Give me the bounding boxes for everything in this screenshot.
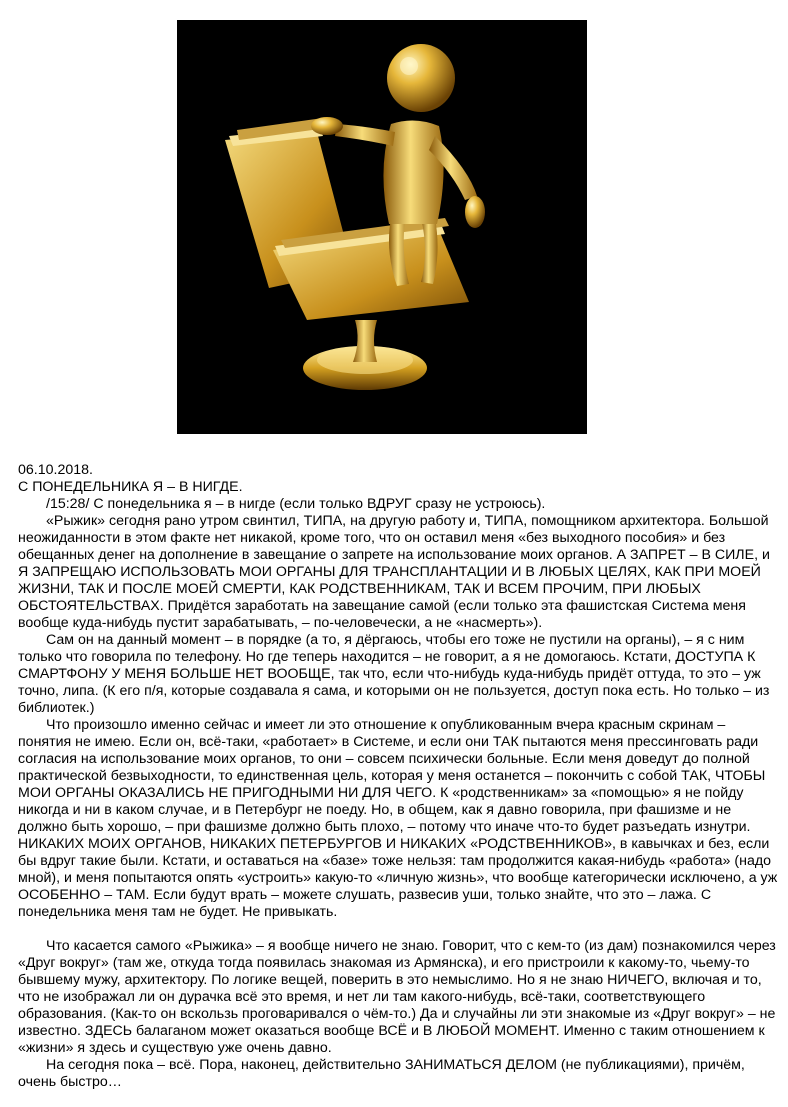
post-text [18, 462, 778, 1091]
post-heading: С ПОНЕДЕЛЬНИКА Я – В НИГДЕ. [18, 479, 243, 495]
post-paragraph: Сам он на данный момент – в порядке (а то, я дёргаюсь, чтобы его тоже не пустили на органы), – я с ним только что говорила по телефону. Но где теперь находится – не говорит, а я не домогаюсь. Кстати, ДОСТУПА К СМАРТФОНУ У МЕНЯ БОЛЬШЕ НЕТ ВООБЩЕ, так что, если что-нибудь куда-нибудь придёт оттуда, то это – уж точно, липа. (К его п/я, которые создавала я сама, и которыми он не пользуется, доступ пока есть. Но только – из библиотек.) [18, 632, 770, 716]
post-paragraph: На сегодня пока – всё. Пора, наконец, действительно ЗАНИМАТЬСЯ ДЕЛОМ (не публикациями), причём, очень быстро… [18, 1057, 745, 1090]
post-paragraph: /15:28/ С понедельника я – в нигде (если только ВДРУГ сразу не устроюсь). [46, 496, 546, 512]
post-paragraph: Что касается самого «Рыжика» – я вообще ничего не знаю. Говорит, что с кем-то (из дам) познакомился через «Друг вокруг» (там же, откуда тогда появилась знакомая из Армянска), и его пристроили к какому-то, чьему-то бывшему мужу, архитектору. По логике вещей, поверить в это немыслимо. Но я не знаю НИЧЕГО, включая и то, что не изображал ли он дурачка всё это время, и нет ли там какого-нибудь, всё-таки, соответствующего образования. (Как-то он вскользь проговаривался о чём-то.) Да и случайны ли эти знакомые из «Друг вокруг» – не известно. ЗДЕСЬ балаганом может оказаться вообще ВСЁ и В ЛЮБОЙ МОМЕНТ. Именно с таким отношением к «жизни» я здесь и существую уже очень давно. [18, 938, 776, 1056]
post-paragraph: Что произошло именно сейчас и имеет ли это отношение к опубликованным вчера красным скринам – понятия не имею. Если он, всё-таки, «работает» в Системе, и если они ТАК пытаются меня прессинговать ради согласия на использование моих органов, то они – совсем психически больные. Если меня доведут до полной практической безвыходности, то единственная цель, которая у меня останется – покончить с собой ТАК, ЧТОБЫ МОИ ОРГАНЫ ОКАЗАЛИСЬ НЕ ПРИГОДНЫМИ НИ ДЛЯ ЧЕГО. К «родственникам» за «помощью» я не пойду никогда и ни в каком случае, и в Петербург не поеду. Но, в общем, как я давно говорила, при фашизме и не должно быть хорошо, – при фашизме должно быть плохо, – потому что иначе что-то будет разъедать изнутри. НИКАКИХ МОИХ ОРГАНОВ, НИКАКИХ ПЕТЕРБУРГОВ И НИКАКИХ «РОДСТВЕННИКОВ», в кавычках и без, если бы вдруг такие были. Кстати, и оставаться на «базе» тоже нельзя: там продолжится какая-нибудь «работа» (надо мной), и меня попытаются опять «устроить» какую-то «личную жизнь», что вообще категорически исключено, а уж ОСОБЕННО – ТАМ. Если будут врать – можете слушать, развесив уши, только знайте, что это – лажа. С понедельника меня там не будет. Не привыкать. [18, 717, 778, 920]
golden-figure-illustration [177, 20, 587, 434]
post-date: 06.10.2018. [18, 462, 93, 478]
post-paragraph: «Рыжик» сегодня рано утром свинтил, ТИПА, на другую работу и, ТИПА, помощником архитектора. Большой неожиданности в этом факте нет никакой, кроме того, что он оставил меня «без выходного пособия» и без обещанных денег на дополнение в завещание о запрете на использование моих органов. А ЗАПРЕТ – В СИЛЕ, и Я ЗАПРЕЩАЮ ИСПОЛЬЗОВАТЬ МОИ ОРГАНЫ ДЛЯ ТРАНСПЛАНТАЦИИ И В ЛЮБЫХ ЦЕЛЯХ, КАК ПРИ МОЕЙ ЖИЗНИ, ТАК И ПОСЛЕ МОЕЙ СМЕРТИ, КАК РОДСТВЕННИКАМ, ТАК И ВСЕМ ПРОЧИМ, ПРИ ЛЮБЫХ ОБСТОЯТЕЛЬСТВАХ. Придётся заработать на завещание самой (если только эта фашистская Система меня вообще куда-нибудь пустит зарабатывать, – по-человечески, а не «насмерть»). [18, 513, 770, 631]
golden-man-with-book-icon [177, 20, 587, 434]
